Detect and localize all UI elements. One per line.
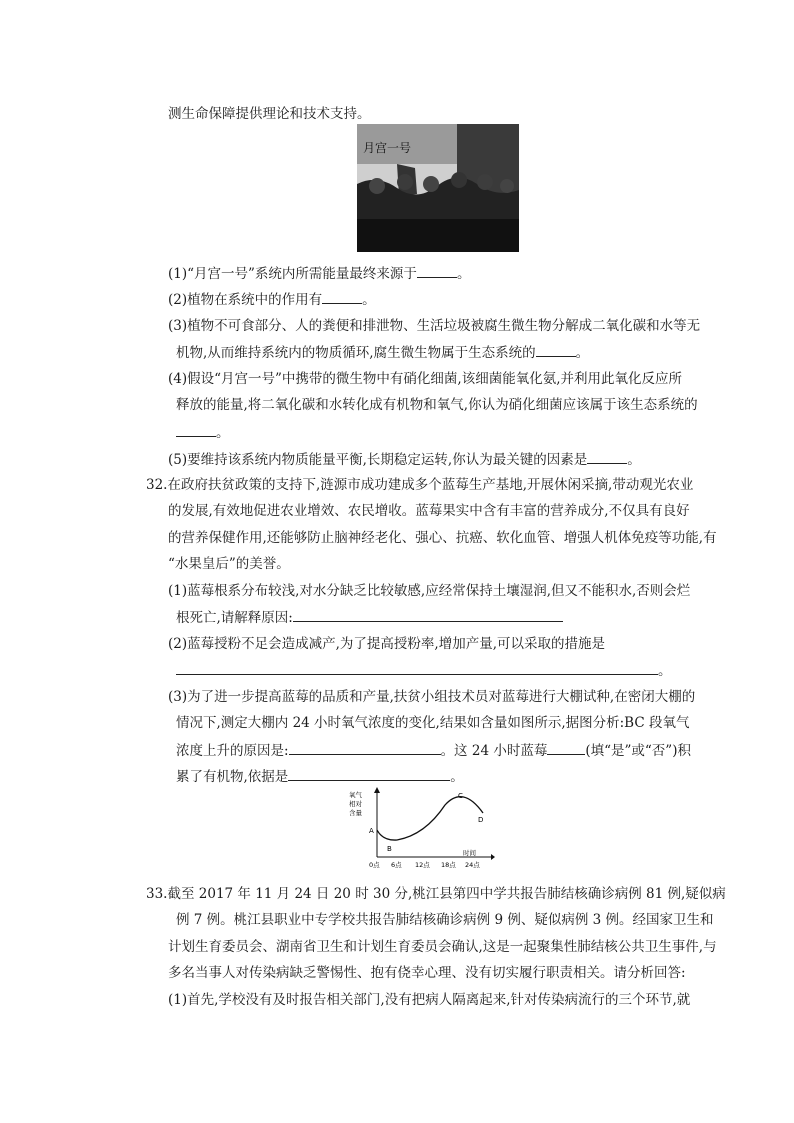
q33-d: 多名当事人对传染病缺乏警惕性、抱有侥幸心理、没有切实履行职责相关。请分析回答: bbox=[168, 965, 686, 981]
text-line: 测生命保障提供理论和技术支持。 bbox=[168, 106, 371, 122]
q32-2-blank: 。 bbox=[176, 660, 672, 681]
q32-d: “水果皇后”的美誉。 bbox=[168, 556, 290, 572]
tick-18: 18点 bbox=[441, 861, 456, 869]
point-c: C bbox=[458, 792, 463, 800]
q33-1: (1)首先,学校没有及时报告相关部门,没有把病人隔离起来,针对传染病流行的三个环节,就 bbox=[168, 992, 691, 1008]
tick-24: 24点 bbox=[465, 861, 480, 869]
oxygen-graph bbox=[345, 785, 495, 875]
q31-3a: (3)植物不可食部分、人的粪便和排泄物、生活垃圾被腐生微生物分解成二氧化碳和水等无 bbox=[168, 318, 701, 334]
point-b: B bbox=[387, 845, 392, 853]
q32-3b: 情况下,测定大棚内 24 小时氧气浓度的变化,结果如含量如图所示,据图分析:BC 段氧气 bbox=[176, 715, 690, 731]
q32-2: (2)蓝莓授粉不足会造成减产,为了提高授粉率,增加产量,可以采取的措施是 bbox=[168, 636, 605, 652]
q32-1b: 根死亡,请解释原因: bbox=[176, 607, 563, 628]
q31-3b: 机物,从而维持系统内的物质循环,腐生微生物属于生态系统的 。 bbox=[176, 342, 589, 363]
tick-6: 6点 bbox=[391, 861, 402, 869]
photo-label: 月宫一号 bbox=[363, 141, 412, 155]
q32-b: 的发展,有效地促进农业增效、农民增收。蓝莓果实中含有丰富的营养成分,不仅具有良好 bbox=[168, 503, 690, 519]
point-d: D bbox=[478, 816, 484, 824]
tick-12: 12点 bbox=[415, 861, 430, 869]
y-label-1: 氧气 bbox=[349, 791, 362, 799]
q31-4c: 。 bbox=[176, 422, 230, 443]
x-label: 时间 bbox=[463, 849, 476, 857]
y-label-3: 含量 bbox=[349, 809, 362, 817]
q31-2: (2)植物在系统中的作用有 。 bbox=[168, 289, 376, 310]
q32-3c: 浓度上升的原因是: 。这 24 小时蓝莓 (填“是”或“否”)积 bbox=[176, 740, 691, 761]
q31-4a: (4)假设“月宫一号”中携带的微生物中有硝化细菌,该细菌能氧化氨,并利用此氧化反应所 bbox=[168, 371, 683, 387]
q32-1a: (1)蓝莓根系分布较浅,对水分缺乏比较敏感,应经常保持土壤湿润,但又不能积水,否则会烂 bbox=[168, 583, 691, 599]
q32-3d: 累了有机物,依据是 。 bbox=[176, 766, 464, 787]
y-axis-arrow bbox=[374, 787, 380, 793]
point-a: A bbox=[369, 827, 374, 835]
q32-a: 32.在政府扶贫政策的支持下,涟源市成功建成多个蓝莓生产基地,开展休闲采摘,带动观光农业 bbox=[146, 477, 694, 493]
lunar-palace-photo bbox=[357, 124, 519, 252]
y-label-2: 相对 bbox=[349, 800, 362, 808]
oxygen-curve bbox=[377, 797, 483, 840]
q33-a: 33.截至 2017 年 11 月 24 日 20 时 30 分,桃江县第四中学共报告肺结核确诊病例 81 例,疑似病 bbox=[146, 886, 726, 902]
q33-c: 计划生育委员会、湖南省卫生和计划生育委员会确认,这是一起聚集性肺结核公共卫生事件,与 bbox=[168, 939, 717, 955]
q32-c: 的营养保健作用,还能够防止脑神经老化、强心、抗癌、软化血管、增强人机体免疫等功能,有 bbox=[168, 530, 717, 546]
q32-3a: (3)为了进一步提高蓝莓的品质和产量,扶贫小组技术员对蓝莓进行大棚试种,在密闭大棚的 bbox=[168, 689, 696, 705]
x-axis-arrow bbox=[491, 854, 495, 860]
q31-4b: 释放的能量,将二氧化碳和水转化成有机物和氧气,你认为硝化细菌应该属于该生态系统的 bbox=[176, 397, 698, 413]
q31-1: (1)“月宫一号”系统内所需能量最终来源于 。 bbox=[168, 263, 470, 284]
tick-0: 0点 bbox=[369, 861, 380, 869]
q31-5: (5)要维持该系统内物质能量平衡,长期稳定运转,你认为最关键的因素是 。 bbox=[168, 449, 641, 470]
q33-b: 例 7 例。桃江县职业中专学校共报告肺结核确诊病例 9 例、疑似病例 3 例。经国家卫生和 bbox=[176, 912, 714, 928]
